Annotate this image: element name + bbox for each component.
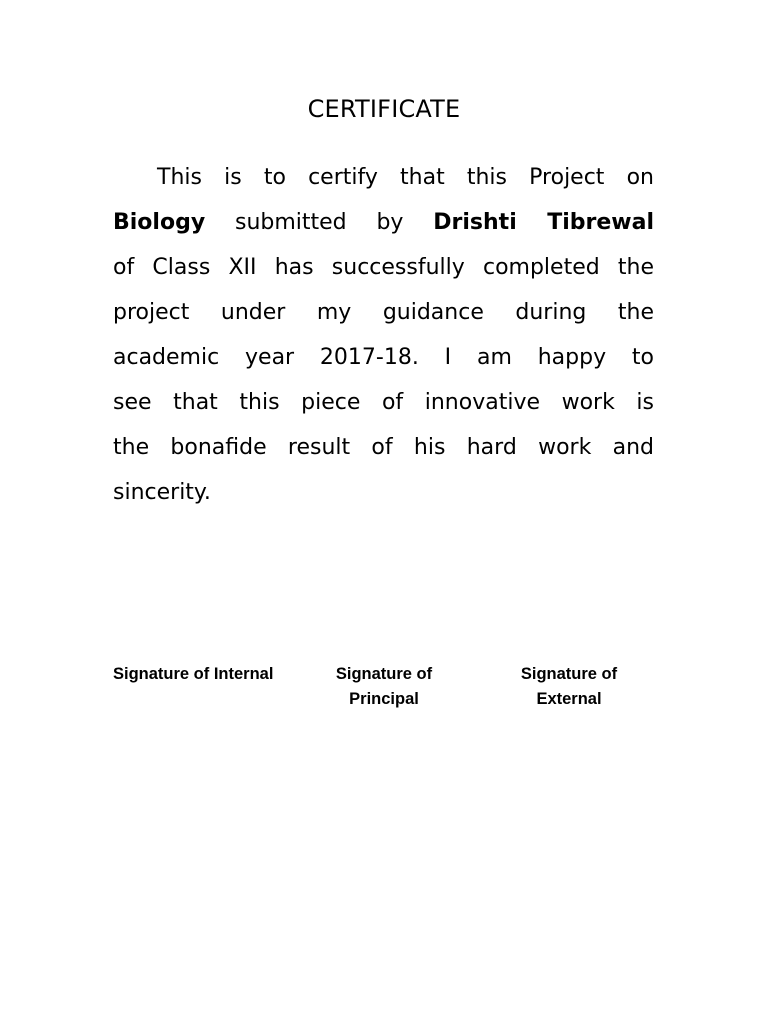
- body-line-5: academic year 2017-18. I am happy to: [113, 345, 654, 370]
- certificate-title: CERTIFICATE: [307, 95, 461, 123]
- signature-internal-label: Signature of Internal: [113, 665, 274, 683]
- signature-internal: [113, 662, 285, 687]
- signature-external-line-1: Signature of: [520, 665, 618, 683]
- signature-principal: [323, 662, 445, 712]
- body-line-4: project under my guidance during the: [113, 300, 654, 325]
- body-line-7: the bonafide result of his hard work and: [113, 435, 654, 460]
- signature-principal-line-2: Principal: [349, 690, 419, 708]
- body-line-2-text: submitted by: [234, 210, 404, 235]
- subject-name: Biology: [113, 210, 206, 235]
- student-name: Drishti Tibrewal: [433, 210, 654, 235]
- body-line-3: of Class XII has successfully completed the: [113, 255, 654, 280]
- certificate-body: [113, 155, 654, 515]
- signature-external: [508, 662, 630, 712]
- body-line-6: see that this piece of innovative work is: [113, 390, 654, 415]
- signature-external-line-2: External: [536, 690, 602, 708]
- body-line-1-text: This is to certify that this Project on: [157, 165, 654, 190]
- body-line-1: [113, 155, 654, 200]
- signature-principal-line-1: Signature of: [335, 665, 433, 683]
- body-line-8: sincerity.: [113, 480, 211, 505]
- body-line-2: [113, 200, 654, 245]
